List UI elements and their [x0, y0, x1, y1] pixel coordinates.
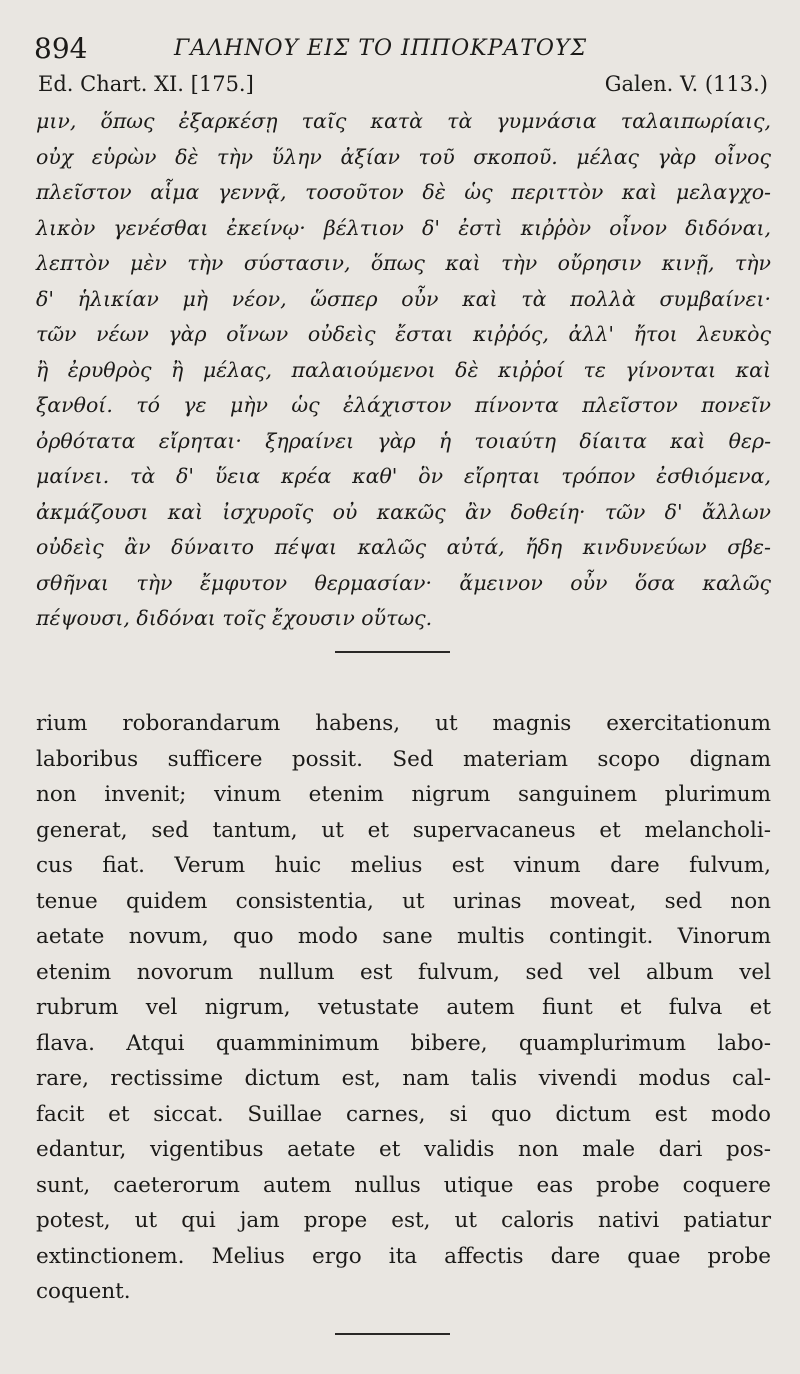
- greek-line: λεπτὸν μὲν τὴν σύστασιν, ὅπως καὶ τὴν οὔρησιν κινῇ, τὴν: [36, 251, 771, 275]
- page-number: 894: [34, 32, 88, 65]
- latin-line: etenim novorum nullum est fulvum, sed vel album vel: [36, 959, 771, 985]
- greek-line: σθῆναι τὴν ἔμφυτον θερμασίαν· ἄμεινον οὖν ὅσα καλῶς: [36, 570, 771, 595]
- edition-reference-chartier: Ed. Chart. XI. [175.]: [38, 72, 254, 96]
- greek-line: μαίνει. τὰ δ' ὕεια κρέα καθ' ὃν εἴρηται τρόπον ἐσθιόμενα,: [36, 464, 771, 488]
- latin-line: laboribus sufficere possit. Sed materiam scopo dignam: [36, 746, 771, 772]
- latin-line: flava. Atqui quamminimum bibere, quamplurimum labo-: [36, 1030, 771, 1056]
- section-divider: [335, 651, 450, 653]
- greek-text-block: [36, 104, 771, 637]
- section-divider: [335, 1333, 450, 1335]
- latin-line: sunt, caeterorum autem nullus utique eas probe coquere: [36, 1172, 771, 1198]
- greek-line: ὀρθότατα εἴρηται· ξηραίνει γὰρ ἡ τοιαύτη δίαιτα καὶ θερ-: [36, 428, 771, 453]
- greek-line: οὐδεὶς ἂν δύναιτο πέψαι καλῶς αὐτά, ἤδη κινδυνεύων σβε-: [36, 535, 771, 559]
- greek-line: τῶν νέων γὰρ οἴνων οὐδεὶς ἔσται κιῤῥός, ἀλλ' ἤτοι λευκὸς: [36, 322, 771, 346]
- greek-line: λικὸν γενέσθαι ἐκείνῳ· βέλτιον δ' ἐστὶ κιῤῥὸν οἶνον διδόναι,: [36, 215, 771, 240]
- latin-line: coquent.: [36, 1279, 131, 1304]
- latin-line: non invenit; vinum etenim nigrum sanguinem plurimum: [36, 782, 771, 807]
- latin-line: facit et siccat. Suillae carnes, si quo dictum est modo: [36, 1101, 771, 1127]
- greek-line: πλεῖστον αἷμα γεννᾷ, τοσοῦτον δὲ ὡς περιττὸν καὶ μελαγχο-: [36, 180, 771, 204]
- greek-line: δ' ἡλικίαν μὴ νέον, ὥσπερ οὖν καὶ τὰ πολλὰ συμβαίνει·: [36, 286, 771, 311]
- latin-line: aetate novum, quo modo sane multis contingit. Vinorum: [36, 924, 771, 949]
- latin-line: rubrum vel nigrum, vetustate autem fiunt et fulva et: [36, 995, 771, 1020]
- edition-reference-kuhn: Galen. V. (113.): [604, 72, 768, 96]
- edition-references: [38, 72, 768, 102]
- latin-line: extinctionem. Melius ergo ita affectis dare quae probe: [36, 1243, 771, 1269]
- greek-line: μιν, ὅπως ἐξαρκέσῃ ταῖς κατὰ τὰ γυμνάσια ταλαιπωρίαις,: [36, 109, 771, 133]
- greek-line: ξανθοί. τό γε μὴν ὡς ἐλάχιστον πίνοντα πλεῖστον πονεῖν: [36, 393, 771, 417]
- latin-line: rium roborandarum habens, ut magnis exercitationum: [36, 711, 771, 736]
- latin-line: potest, ut qui jam prope est, ut caloris nativi patiatur: [36, 1208, 771, 1233]
- greek-line: ἀκμάζουσι καὶ ἰσχυροῖς οὐ κακῶς ἂν δοθείη· τῶν δ' ἄλλων: [36, 499, 771, 524]
- greek-line: ἢ ἐρυθρὸς ἢ μέλας, παλαιούμενοι δὲ κιῤῥοί τε γίνονται καὶ: [36, 357, 771, 382]
- greek-line: οὐχ εὑρὼν δὲ τὴν ὕλην ἀξίαν τοῦ σκοποῦ. μέλας γὰρ οἶνος: [36, 144, 771, 169]
- latin-line: edantur, vigentibus aetate et validis non male dari pos-: [36, 1137, 771, 1162]
- running-title: ΓΑΛΗΝΟΥ ΕΙΣ ΤΟ ΙΠΠΟΚΡΑΤΟΥΣ: [174, 36, 588, 61]
- latin-text-block: [36, 706, 771, 1310]
- latin-line: rare, rectissime dictum est, nam talis vivendi modus cal-: [36, 1066, 771, 1091]
- latin-line: generat, sed tantum, ut et supervacaneus et melancholi-: [36, 817, 771, 843]
- latin-line: tenue quidem consistentia, ut urinas moveat, sed non: [36, 888, 771, 914]
- greek-line: πέψουσι, διδόναι τοῖς ἔχουσιν οὕτως.: [36, 606, 433, 630]
- page-header: [34, 32, 774, 68]
- latin-line: cus fiat. Verum huic melius est vinum dare fulvum,: [36, 853, 771, 878]
